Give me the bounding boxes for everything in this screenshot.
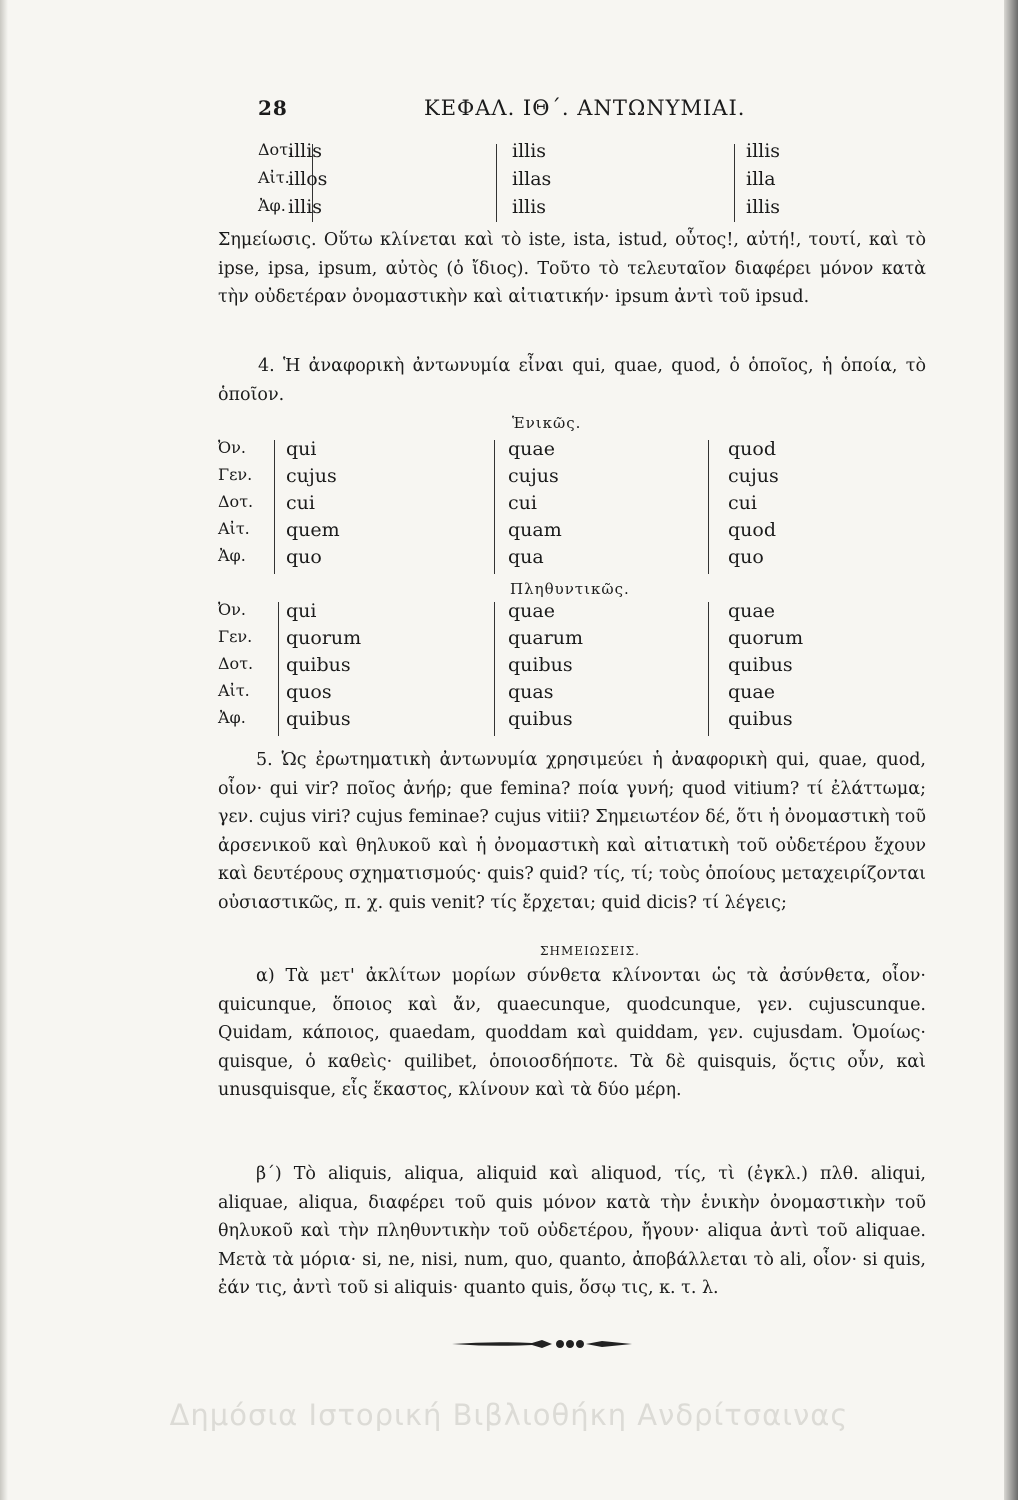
- table-row: [218, 681, 838, 709]
- singular-declension-table: [218, 438, 838, 580]
- page-shadow-left: [0, 0, 8, 1500]
- feminine-form: cui: [508, 492, 537, 514]
- case-label: Αἰτ.: [218, 681, 250, 700]
- neuter-form: illa: [746, 168, 776, 190]
- case-label: Αἰτ.: [218, 519, 250, 538]
- feminine-form: cujus: [508, 465, 559, 487]
- feminine-form: quibus: [508, 708, 573, 730]
- feminine-form: illis: [512, 140, 547, 162]
- remarks-heading: ΣΗΜΕΙΩΣΕΙΣ.: [540, 944, 640, 958]
- masculine-form: quorum: [286, 627, 362, 649]
- masculine-form: qui: [286, 438, 317, 460]
- neuter-form: illis: [746, 140, 781, 162]
- chapter-title: ΚΕΦΑΛ. ΙΘ΄. ΑΝΤΩΝΥΜΙΑΙ.: [424, 96, 746, 120]
- masculine-form: qui: [286, 600, 317, 622]
- table-row: [218, 627, 838, 655]
- case-label: Γεν.: [218, 465, 253, 484]
- masculine-form: illos: [288, 168, 328, 190]
- feminine-form: illas: [512, 168, 552, 190]
- plural-declension-table: [218, 600, 838, 742]
- feminine-form: quibus: [508, 654, 573, 676]
- case-label: Ἀφ.: [218, 546, 246, 565]
- case-label: Δοτ.: [258, 140, 294, 159]
- neuter-form: quibus: [728, 708, 793, 730]
- feminine-form: quae: [508, 600, 555, 622]
- case-label: Αἰτ.: [258, 168, 290, 187]
- case-label: Ἀφ.: [218, 708, 246, 727]
- feminine-form: qua: [508, 546, 544, 568]
- masculine-form: quibus: [286, 708, 351, 730]
- neuter-form: quod: [728, 519, 777, 541]
- table-row: [218, 438, 838, 466]
- relative-pronoun-paragraph: 4. Ἡ ἀναφορικὴ ἀντωνυμία εἶναι qui, quae, quod, ὁ ὁποῖος, ἡ ὁποία, τὸ ὁποῖον.: [218, 356, 926, 405]
- table-row: [218, 519, 838, 547]
- neuter-form: quae: [728, 600, 775, 622]
- interrogative-paragraph: 5. Ὡς ἐρωτηματικὴ ἀντωνυμία χρησιμεύει ἡ ἀναφορικὴ qui, quae, quod, οἷον· qui vir? ποῖος ἀνήρ; que femina? ποία γυνή; quod vitium? τί ἐλάττωμα; γεν. cujus viri? cujus feminae? cujus vitii? Σημειωτέον δέ, ὅτι ἡ ὀνομαστικὴ τοῦ ἀρσενικοῦ καὶ θηλυκοῦ καὶ ἡ ὀνομαστικὴ καὶ αἰτιατικὴ τοῦ οὐδετέρου ἔχουν καὶ δευτέρους σχηματισμούς· quis? quid? τίς, τί; τοὺς ὁποίους μεταχειρίζονται οὐσιαστικῶς, π. χ. quis venit? τίς ἔρχεται; quid dicis? τί λέγεις;: [218, 750, 926, 913]
- masculine-form: quo: [286, 546, 322, 568]
- feminine-form: quas: [508, 681, 554, 703]
- remark-a-paragraph: α) Τὰ μετ' ἀκλίτων μορίων σύνθετα κλίνονται ὡς τὰ ἀσύνθετα, οἷον· quicunque, ὅποιος καὶ ἄν, quaecunque, quodcunque, γεν. cujuscunque. Quidam, κάποιος, quaedam, quoddam καὶ quiddam, γεν. cujusdam. Ὁμοίως· quisque, ὁ καθεὶς· quilibet, ὁποιοσδήποτε. Τὰ δὲ quisquis, ὅςτις οὖν, καὶ unusquisque, εἷς ἕκαστος, κλίνουν καὶ τὰ δύο μέρη.: [218, 966, 926, 1100]
- table-row: [258, 168, 878, 196]
- neuter-form: quo: [728, 546, 764, 568]
- feminine-form: quam: [508, 519, 562, 541]
- neuter-form: quibus: [728, 654, 793, 676]
- neuter-form: cui: [728, 492, 757, 514]
- table-row: [218, 654, 838, 682]
- neuter-form: quod: [728, 438, 777, 460]
- neuter-form: cujus: [728, 465, 779, 487]
- masculine-form: illis: [288, 140, 323, 162]
- note-paragraph: Σημείωσις. Οὕτω κλίνεται καὶ τὸ iste, ista, istud, οὗτος!, αὐτή!, τουτί, καὶ τὸ ipse, ipsa, ipsum, αὐτὸς (ὁ ἴδιος). Τοῦτο τὸ τελευταῖον διαφέρει μόνον κατὰ τὴν οὐδετέραν ὀνομαστικὴν καὶ αἰτιατικήν· ipsum ἀντὶ τοῦ ipsud.: [218, 230, 926, 307]
- feminine-form: illis: [512, 196, 547, 218]
- masculine-form: cujus: [286, 465, 337, 487]
- feminine-form: quarum: [508, 627, 584, 649]
- ille-declension-table: [258, 140, 878, 224]
- feminine-form: quae: [508, 438, 555, 460]
- table-row: [258, 140, 878, 168]
- table-row: [218, 546, 838, 574]
- case-label: Ἀφ.: [258, 196, 286, 215]
- masculine-form: quem: [286, 519, 340, 541]
- table-row: [258, 196, 878, 224]
- table-row: [218, 492, 838, 520]
- case-label: Δοτ.: [218, 654, 254, 673]
- remark-b-paragraph: β΄) Τὸ aliquis, aliqua, aliquid καὶ aliquod, τίς, τὶ (ἐγκλ.) πλθ. aliqui, aliquae, aliqua, διαφέρει τοῦ quis μόνον κατὰ τὴν ἑνικὴν ὀνομαστικὴν τοῦ θηλυκοῦ καὶ τὴν πληθυντικὴν τοῦ οὐδετέρου, ἤγουν· aliqua ἀντὶ τοῦ aliquae. Μετὰ τὰ μόρια· si, ne, nisi, num, quo, quanto, ἀποβάλλεται τὸ ali, οἷον· si quis, ἐάν τις, ἀντὶ τοῦ si aliquis· quanto quis, ὅσῳ τις, κ. τ. λ.: [218, 1164, 926, 1298]
- page-number: 28: [258, 96, 288, 120]
- neuter-form: quae: [728, 681, 775, 703]
- case-label: Δοτ.: [218, 492, 254, 511]
- page-edge-shadow: [1004, 0, 1018, 1500]
- table-row: [218, 465, 838, 493]
- masculine-form: cui: [286, 492, 315, 514]
- neuter-form: quorum: [728, 627, 804, 649]
- masculine-form: illis: [288, 196, 323, 218]
- singular-heading: Ἑνικῶς.: [512, 414, 582, 432]
- ornament-divider-icon: [452, 1337, 632, 1351]
- case-label: Ὀν.: [218, 600, 246, 619]
- case-label: Γεν.: [218, 627, 253, 646]
- running-header: [258, 96, 878, 126]
- neuter-form: illis: [746, 196, 781, 218]
- table-row: [218, 600, 838, 628]
- library-watermark: Δημόσια Ιστορική Βιβλιοθήκη Ανδρίτσαινας: [169, 1398, 849, 1432]
- case-label: Ὀν.: [218, 438, 246, 457]
- table-row: [218, 708, 838, 736]
- masculine-form: quos: [286, 681, 332, 703]
- masculine-form: quibus: [286, 654, 351, 676]
- plural-heading: Πληθυντικῶς.: [510, 580, 630, 598]
